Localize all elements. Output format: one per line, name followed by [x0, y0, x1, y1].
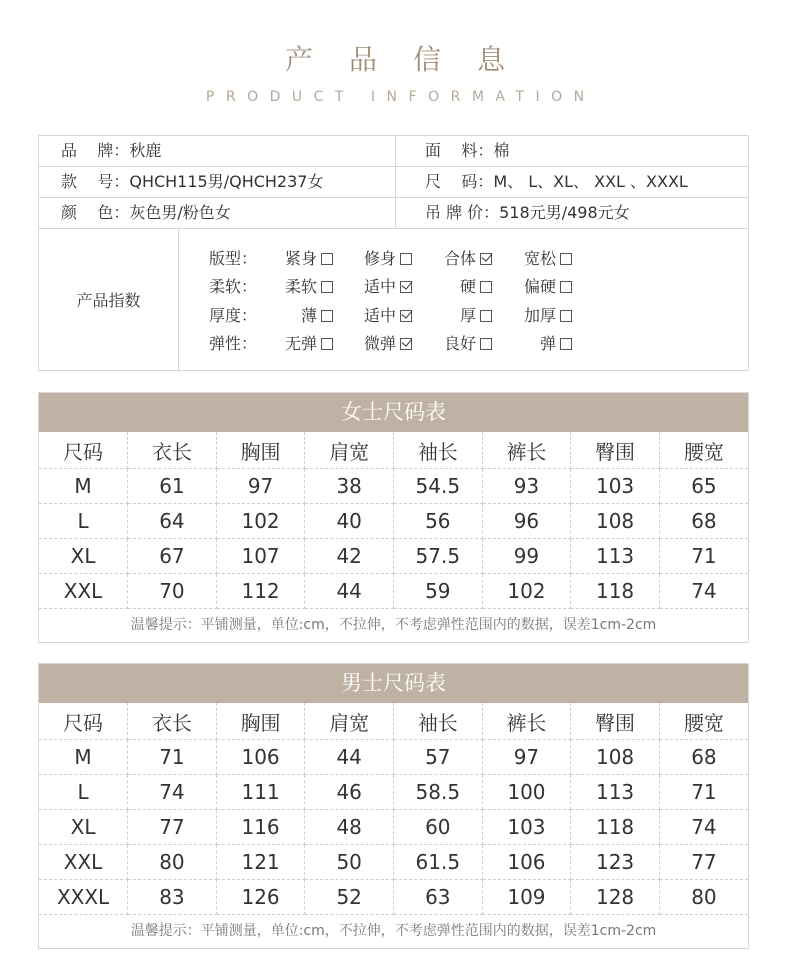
- column-header: 尺码: [39, 432, 128, 469]
- table-cell: 99: [482, 539, 571, 574]
- checkbox-icon: [321, 310, 333, 322]
- index-option-label: 柔软: [284, 277, 317, 296]
- index-label: 厚度：: [209, 306, 258, 325]
- section-title: 产品信息: [284, 43, 541, 76]
- table-cell: 38: [305, 469, 394, 504]
- index-option: [263, 274, 333, 300]
- table-cell: 71: [659, 775, 748, 810]
- index-option: [263, 303, 333, 329]
- table-row: [39, 539, 748, 574]
- table-cell: 103: [571, 469, 660, 504]
- index-option-label: 硬: [459, 277, 476, 296]
- table-cell: M: [39, 740, 128, 775]
- women-size-table: [38, 392, 749, 643]
- table-cell: 68: [659, 740, 748, 775]
- index-option: [342, 303, 412, 329]
- column-header: 裤长: [482, 432, 571, 469]
- table-cell: 83: [128, 880, 217, 915]
- table-cell: 42: [305, 539, 394, 574]
- table-cell: 57: [394, 740, 483, 775]
- table-cell: XXL: [39, 845, 128, 880]
- column-header: 胸围: [216, 703, 305, 740]
- table-cell: 112: [216, 574, 305, 609]
- column-divider: [395, 136, 396, 229]
- table-cell: 74: [659, 810, 748, 845]
- index-option-label: 偏硬: [523, 277, 556, 296]
- table-cell: 102: [216, 504, 305, 539]
- table-cell: XL: [39, 539, 128, 574]
- index-option: [422, 246, 492, 272]
- checkbox-icon: [560, 253, 572, 265]
- index-label: 弹性：: [209, 334, 258, 353]
- checkbox-icon: [560, 281, 572, 293]
- table-cell: 102: [482, 574, 571, 609]
- table-cell: 74: [128, 775, 217, 810]
- checkbox-icon: [560, 338, 572, 350]
- women-size-grid: [39, 432, 748, 609]
- table-cell: 63: [394, 880, 483, 915]
- index-option-label: 加厚: [523, 306, 556, 325]
- index-option-label: 弹: [539, 334, 556, 353]
- table-row: [39, 469, 748, 504]
- table-cell: 118: [571, 810, 660, 845]
- table-cell: 74: [659, 574, 748, 609]
- table-cell: 106: [216, 740, 305, 775]
- index-option: [342, 331, 412, 357]
- index-option-label: 适中: [363, 306, 396, 325]
- table-cell: 106: [482, 845, 571, 880]
- table-cell: 52: [305, 880, 394, 915]
- checkbox-icon: [560, 310, 572, 322]
- table-cell: 123: [571, 845, 660, 880]
- index-option-label: 修身: [363, 249, 396, 268]
- table-cell: 59: [394, 574, 483, 609]
- women-size-title: 女士尺码表: [39, 393, 748, 432]
- table-cell: 40: [305, 504, 394, 539]
- index-option: [502, 246, 572, 272]
- men-size-grid: [39, 703, 748, 915]
- product-index-label: 产品指数: [76, 291, 141, 310]
- column-header: 袖长: [394, 432, 483, 469]
- table-cell: 61.5: [394, 845, 483, 880]
- table-row: [39, 740, 748, 775]
- table-cell: 107: [216, 539, 305, 574]
- checked-box-icon: [400, 281, 412, 293]
- table-cell: XXL: [39, 574, 128, 609]
- table-cell: 116: [216, 810, 305, 845]
- checked-box-icon: [400, 310, 412, 322]
- info-row-style: [39, 167, 748, 198]
- section-subtitle: PRODUCT INFORMATION: [205, 89, 596, 105]
- table-cell: 113: [571, 539, 660, 574]
- index-option: [342, 274, 412, 300]
- checkbox-icon: [400, 253, 412, 265]
- table-cell: XXXL: [39, 880, 128, 915]
- table-cell: 118: [571, 574, 660, 609]
- index-option-label: 紧身: [284, 249, 317, 268]
- column-header: 胸围: [216, 432, 305, 469]
- table-cell: 108: [571, 504, 660, 539]
- column-header: 裤长: [482, 703, 571, 740]
- index-option-label: 厚: [459, 306, 476, 325]
- checkbox-icon: [321, 253, 333, 265]
- column-header: 衣长: [128, 432, 217, 469]
- table-cell: 80: [659, 880, 748, 915]
- column-header: 臀围: [571, 703, 660, 740]
- table-cell: 71: [659, 539, 748, 574]
- table-cell: 111: [216, 775, 305, 810]
- info-row-brand: [39, 136, 748, 167]
- index-option-label: 合体: [443, 249, 476, 268]
- table-row: [39, 775, 748, 810]
- checkbox-icon: [321, 338, 333, 350]
- column-divider: [178, 229, 179, 372]
- table-cell: 44: [305, 574, 394, 609]
- column-header: 衣长: [128, 703, 217, 740]
- column-header: 腰宽: [659, 432, 748, 469]
- column-header: 尺码: [39, 703, 128, 740]
- index-option: [263, 246, 333, 272]
- column-header: 臀围: [571, 432, 660, 469]
- table-cell: 50: [305, 845, 394, 880]
- index-option-label: 无弹: [284, 334, 317, 353]
- table-cell: 48: [305, 810, 394, 845]
- checked-box-icon: [480, 253, 492, 265]
- table-row: [39, 810, 748, 845]
- material-cell: 面 料：棉: [425, 141, 510, 160]
- table-cell: 58.5: [394, 775, 483, 810]
- index-option-label: 薄: [300, 306, 317, 325]
- table-cell: 54.5: [394, 469, 483, 504]
- index-option: [422, 303, 492, 329]
- price-cell: 吊 牌 价：518元男/498元女: [425, 203, 630, 222]
- index-option: [502, 274, 572, 300]
- women-measure-tip: 温馨提示：平铺测量，单位:cm，不拉伸，不考虑弹性范围内的数据，误差1cm-2cm: [130, 617, 657, 633]
- table-cell: 77: [128, 810, 217, 845]
- men-measure-tip: 温馨提示：平铺测量，单位:cm，不拉伸，不考虑弹性范围内的数据，误差1cm-2cm: [130, 923, 657, 939]
- index-option: [502, 303, 572, 329]
- table-cell: 93: [482, 469, 571, 504]
- column-header: 袖长: [394, 703, 483, 740]
- checkbox-icon: [480, 310, 492, 322]
- table-cell: 64: [128, 504, 217, 539]
- table-cell: M: [39, 469, 128, 504]
- brand-cell: 品 牌：秋鹿: [61, 141, 162, 160]
- index-option: [263, 331, 333, 357]
- table-cell: 100: [482, 775, 571, 810]
- info-row-color: [39, 198, 748, 229]
- checkbox-icon: [480, 338, 492, 350]
- index-option-label: 微弹: [363, 334, 396, 353]
- table-row: [39, 845, 748, 880]
- table-cell: 65: [659, 469, 748, 504]
- table-cell: 108: [571, 740, 660, 775]
- table-cell: 46: [305, 775, 394, 810]
- table-cell: 67: [128, 539, 217, 574]
- index-label: 版型：: [209, 249, 258, 268]
- table-cell: 121: [216, 845, 305, 880]
- table-cell: XL: [39, 810, 128, 845]
- table-cell: 68: [659, 504, 748, 539]
- table-row: [39, 574, 748, 609]
- product-info-table: [38, 135, 749, 371]
- size-range-cell: 尺 码：M、 L、XL、 XXL 、XXXL: [425, 172, 688, 191]
- index-label: 柔软：: [209, 277, 258, 296]
- table-cell: 103: [482, 810, 571, 845]
- table-cell: 97: [482, 740, 571, 775]
- index-option: [342, 246, 412, 272]
- checkbox-icon: [480, 281, 492, 293]
- checkbox-icon: [321, 281, 333, 293]
- table-cell: 109: [482, 880, 571, 915]
- table-header-row: [39, 432, 748, 469]
- table-cell: 128: [571, 880, 660, 915]
- color-cell: 颜 色：灰色男/粉色女: [61, 203, 231, 222]
- column-header: 肩宽: [305, 432, 394, 469]
- table-cell: 71: [128, 740, 217, 775]
- index-option-label: 适中: [363, 277, 396, 296]
- table-cell: 80: [128, 845, 217, 880]
- table-cell: 57.5: [394, 539, 483, 574]
- table-row: [39, 880, 748, 915]
- table-cell: 97: [216, 469, 305, 504]
- table-cell: 60: [394, 810, 483, 845]
- index-option: [422, 331, 492, 357]
- style-no-cell: 款 号：QHCH115男/QHCH237女: [61, 172, 324, 191]
- table-cell: 126: [216, 880, 305, 915]
- table-cell: 61: [128, 469, 217, 504]
- table-header-row: [39, 703, 748, 740]
- table-cell: 77: [659, 845, 748, 880]
- table-cell: 96: [482, 504, 571, 539]
- index-option-label: 良好: [443, 334, 476, 353]
- men-size-table: [38, 663, 749, 949]
- table-row: [39, 504, 748, 539]
- index-option-label: 宽松: [523, 249, 556, 268]
- table-cell: 113: [571, 775, 660, 810]
- index-option: [502, 331, 572, 357]
- index-option: [422, 274, 492, 300]
- column-header: 肩宽: [305, 703, 394, 740]
- table-cell: L: [39, 504, 128, 539]
- column-header: 腰宽: [659, 703, 748, 740]
- table-cell: 70: [128, 574, 217, 609]
- table-cell: L: [39, 775, 128, 810]
- checked-box-icon: [400, 338, 412, 350]
- men-size-title: 男士尺码表: [39, 664, 748, 703]
- table-cell: 56: [394, 504, 483, 539]
- table-cell: 44: [305, 740, 394, 775]
